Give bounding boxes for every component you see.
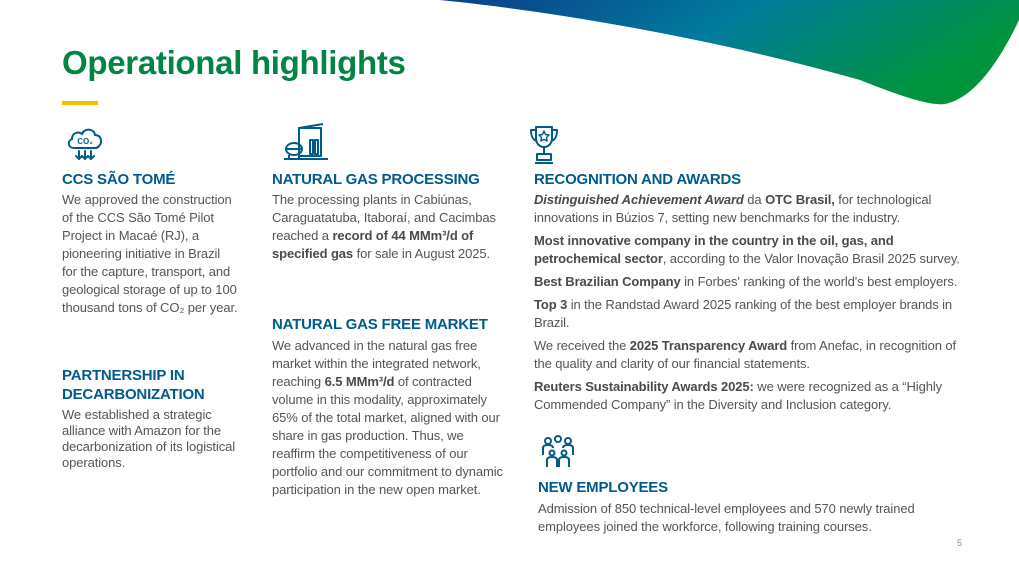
award-item-org: OTC Brasil, bbox=[765, 192, 835, 207]
gas-processing-heading: NATURAL GAS PROCESSING bbox=[272, 171, 480, 188]
gas-processing-text bbox=[272, 191, 512, 263]
co2-cloud-icon bbox=[64, 124, 106, 162]
title-accent-bar bbox=[62, 101, 98, 105]
award-item bbox=[534, 273, 976, 291]
award-item bbox=[534, 378, 976, 414]
employees-icon bbox=[540, 435, 576, 469]
ccs-heading: CCS SÃO TOMÉ bbox=[62, 171, 176, 188]
gas-market-heading: NATURAL GAS FREE MARKET bbox=[272, 316, 488, 333]
award-item-title: Most innovative company in the country in the oil, gas, and petrochemical sector bbox=[534, 233, 894, 266]
award-item-title: Distinguished Achievement Award bbox=[534, 192, 744, 207]
gas-processing-text-start: The processing plants in Cabiúnas, Caraguatatuba, Itaboraí, and Cacimbas reached a bbox=[272, 192, 496, 243]
gas-market-text-bold: 6.5 MMm³/d bbox=[324, 374, 395, 389]
trophy-icon bbox=[528, 124, 560, 166]
award-item-title: Top 3 bbox=[534, 297, 568, 312]
award-item bbox=[534, 232, 976, 268]
partnership-text: We established a strategic alliance with Amazon for the decarbonization of its logistical operations. bbox=[62, 407, 236, 470]
gas-processing-text-bold: record of 44 MMm³/d of specified gas bbox=[272, 228, 474, 261]
ccs-text: We approved the construction of the CCS São Tomé Pilot Project in Macaé (RJ), a pioneering initiative in Brazil for the capture, transport, and geological storage of up to 100 thousand tons of CO₂ per year. bbox=[62, 192, 238, 315]
award-item-title: Best Brazilian Company bbox=[534, 274, 681, 289]
award-item bbox=[534, 191, 976, 227]
award-item-title: 2025 Transparency Award bbox=[629, 338, 788, 353]
page-title: Operational highlights bbox=[62, 44, 406, 81]
award-item-text: , according to the Valor Inovação Brasil 2025 survey. bbox=[662, 251, 960, 266]
page-number: 5 bbox=[957, 538, 963, 548]
gas-market-text bbox=[272, 337, 504, 499]
award-item-intro: We received the bbox=[534, 338, 630, 353]
gas-market-text-end: of contracted volume in this modality, approximately 65% of the total market, aligned with our share in gas production. Thus, we reaffirm the competitiveness of our portfolio and our commitment to dynamic participation in the new open market. bbox=[272, 374, 503, 497]
employees-text: Admission of 850 technical-level employees and 570 newly trained employees joined the workforce, following training courses. bbox=[538, 501, 915, 534]
award-item bbox=[534, 337, 976, 373]
svg-text:CO₂: CO₂ bbox=[77, 137, 93, 146]
award-item bbox=[534, 296, 976, 332]
award-item-text: we were recognized as a “Highly Commended Company” in the Diversity and Inclusion category. bbox=[534, 379, 943, 412]
award-item-text: for technological innovations in Búzios 7, setting new benchmarks for the industry. bbox=[534, 192, 932, 225]
awards-list bbox=[534, 191, 976, 419]
partnership-heading: PARTNERSHIP IN DECARBONIZATION bbox=[62, 367, 205, 403]
award-item-text: from Anefac, in recognition of the quality and clarity of our financial statements. bbox=[534, 338, 957, 371]
gas-processing-text-end: for sale in August 2025. bbox=[353, 246, 491, 261]
gas-market-text-start: We advanced in the natural gas free market within the integrated network, reaching bbox=[272, 338, 481, 389]
gas-plant-icon bbox=[283, 122, 329, 162]
employees-heading: NEW EMPLOYEES bbox=[538, 479, 668, 496]
award-item-connector: da bbox=[743, 192, 766, 207]
recognition-heading: RECOGNITION AND AWARDS bbox=[534, 171, 741, 188]
award-item-text: in the Randstad Award 2025 ranking of the best employer brands in Brazil. bbox=[534, 297, 953, 330]
award-item-text: in Forbes' ranking of the world's best employers. bbox=[680, 274, 958, 289]
award-item-title: Reuters Sustainability Awards 2025: bbox=[534, 379, 754, 394]
